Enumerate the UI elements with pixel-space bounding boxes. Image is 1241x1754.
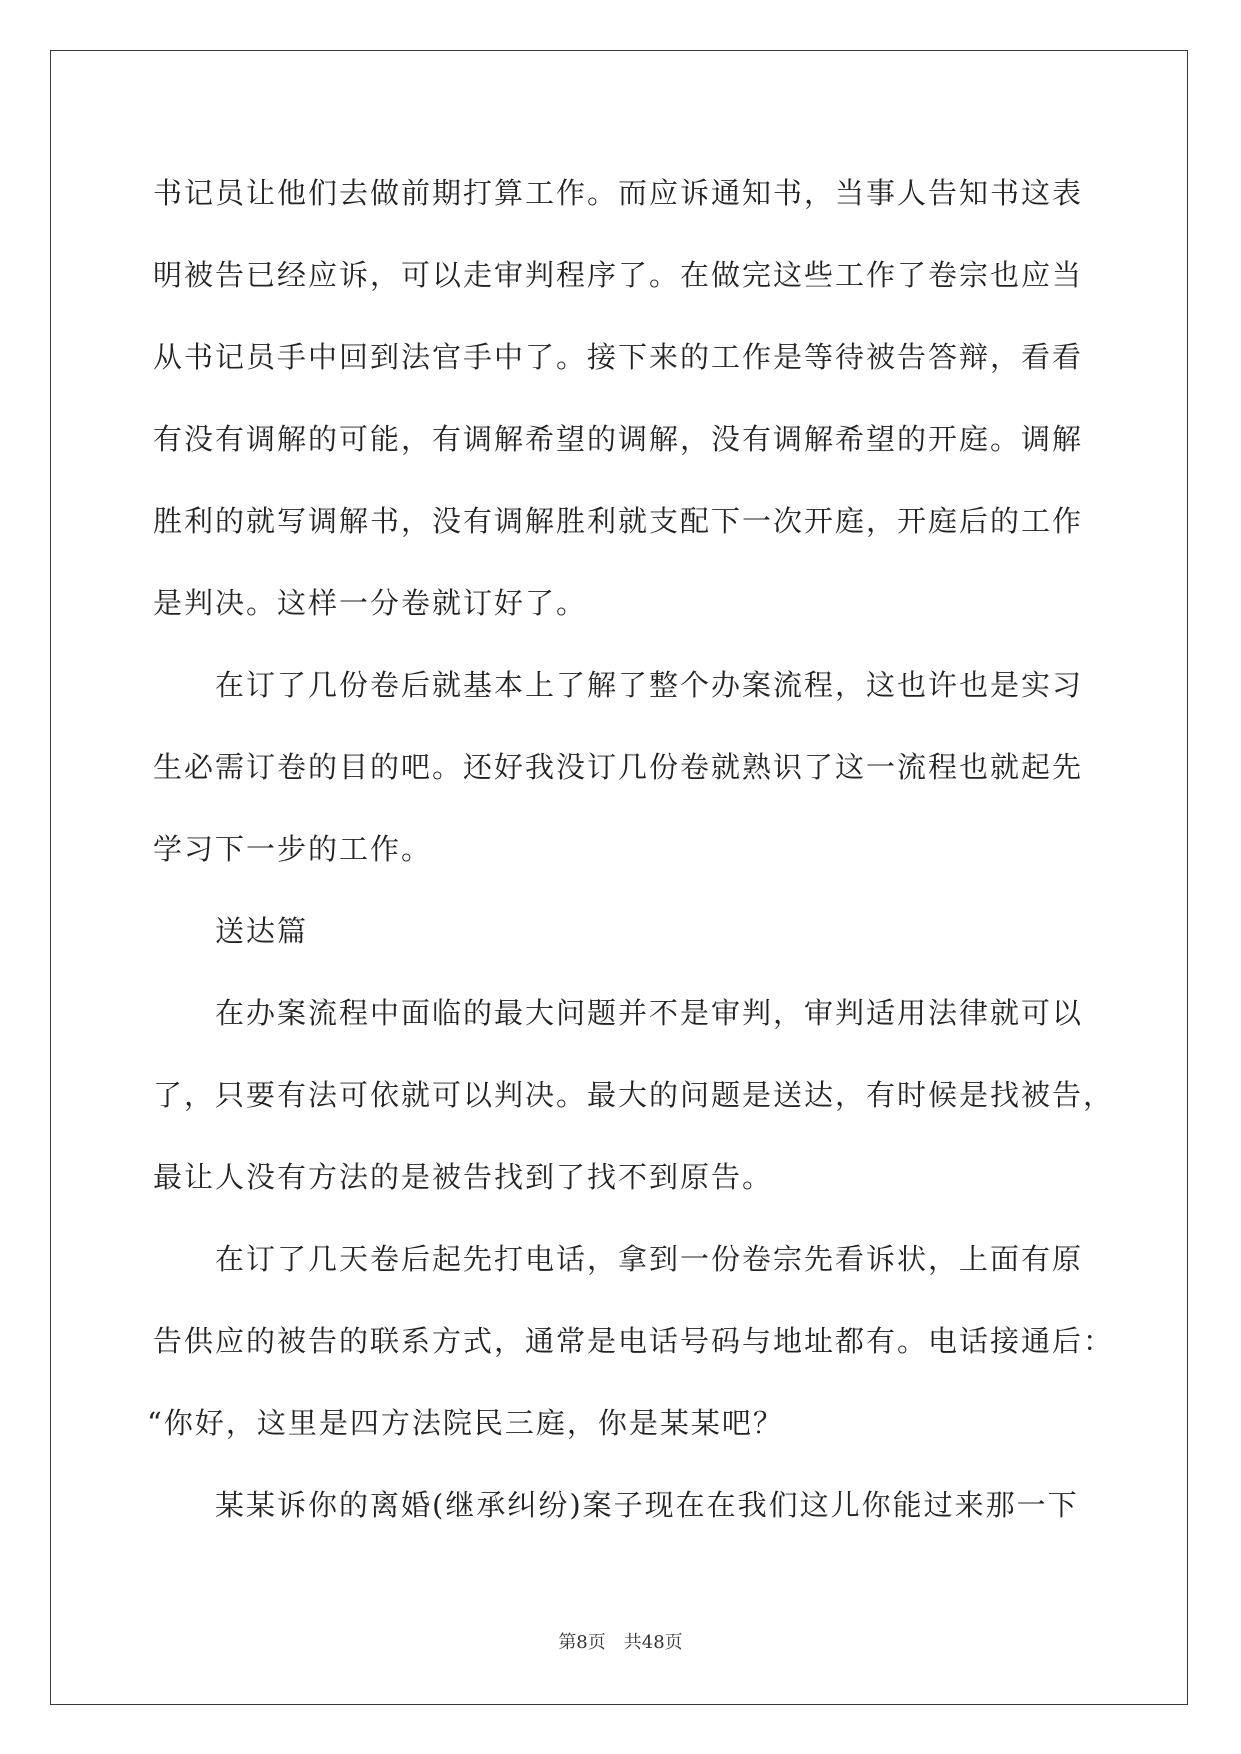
text-line: 明被告已经应诉，可以走审判程序了。在做完这些工作了卷宗也应当: [153, 258, 1084, 292]
document-body: [147, 160, 1115, 1554]
text-line: 书记员让他们去做前期打算工作。而应诉通知书，当事人告知书这表: [153, 176, 1084, 210]
text-line: 是判决。这样一分卷就订好了。: [153, 586, 588, 620]
text-line: 在办案流程中面临的最大问题并不是审判，审判适用法律就可以: [215, 996, 1084, 1030]
text-line: 在订了几天卷后起先打电话，拿到一份卷宗先看诉状，上面有原: [215, 1242, 1084, 1276]
text-line: 胜利的就写调解书，没有调解胜利就支配下一次开庭，开庭后的工作: [153, 504, 1084, 538]
text-line: 最让人没有方法的是被告找到了找不到原告。: [153, 1160, 774, 1194]
text-line: 了，只要有法可依就可以判决。最大的问题是送达，有时候是找被告，: [153, 1078, 1115, 1112]
text-line: 学习下一步的工作。: [153, 832, 433, 866]
text-line: 告供应的被告的联系方式，通常是电话号码与地址都有。电话接通后：: [153, 1324, 1115, 1358]
text-line: 生必需订卷的目的吧。还好我没订几份卷就熟识了这一流程也就起先: [153, 750, 1084, 784]
text-line: 有没有调解的可能，有调解希望的调解，没有调解希望的开庭。调解: [153, 422, 1084, 456]
text-line: 在订了几份卷后就基本上了解了整个办案流程，这也许也是实习: [215, 668, 1084, 702]
page-number-label: 第8页 共48页: [558, 1632, 683, 1653]
text-line: “你好，这里是四方法院民三庭，你是某某吧？: [147, 1406, 784, 1440]
text-line: 某某诉你的离婚(继承纠纷)案子现在在我们这儿你能过来那一下: [215, 1488, 1079, 1522]
text-line: 送达篇: [215, 914, 309, 948]
text-line: 从书记员手中回到法官手中了。接下来的工作是等待被告答辩，看看: [153, 340, 1084, 374]
page-footer: [0, 1628, 1241, 1654]
